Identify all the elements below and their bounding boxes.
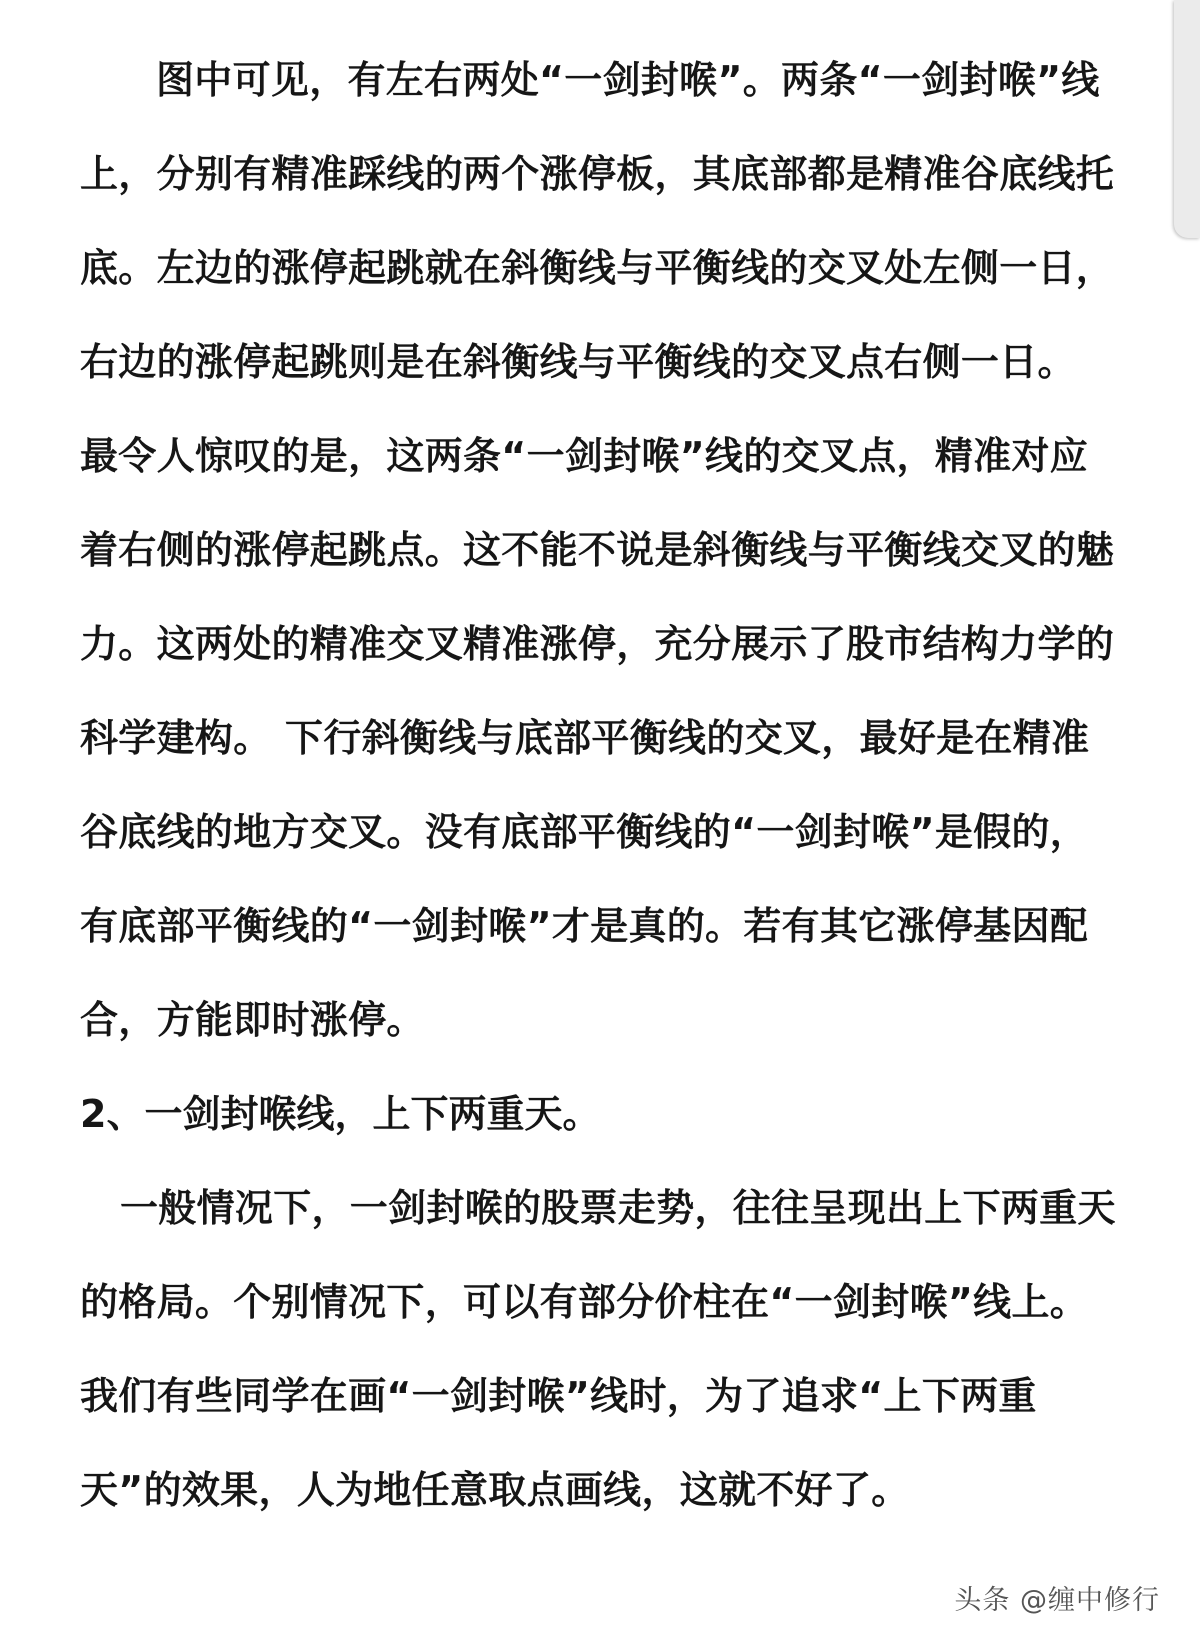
scrollbar-edge[interactable]	[1174, 0, 1200, 238]
article-body	[80, 33, 1120, 1537]
source-watermark: 头条 @缠中修行	[954, 1585, 1160, 1616]
paragraph-1: 图中可见，有左右两处“一剑封喉”。两条“一剑封喉”线上，分别有精准踩线的两个涨停板，其底部都是精准谷底线托底。左边的涨停起跳就在斜衡线与平衡线的交叉处左侧一日，右边的涨停起跳则是在斜衡线与平衡线的交叉点右侧一日。 最令人惊叹的是，这两条“一剑封喉”线的交叉点，精准对应着右侧的涨停起跳点。这不能不说是斜衡线与平衡线交叉的魅力。这两处的精准交叉精准涨停，充分展示了股市结构力学的科学建构。 下行斜衡线与底部平衡线的交叉，最好是在精准谷底线的地方交叉。没有底部平衡线的“一剑封喉”是假的，有底部平衡线的“一剑封喉”才是真的。若有其它涨停基因配合，方能即时涨停。	[80, 58, 1115, 1042]
paragraph-2: 一般情况下，一剑封喉的股票走势，往往呈现出上下两重天的格局。个别情况下，可以有部分价柱在“一剑封喉”线上。我们有些同学在画“一剑封喉”线时，为了追求“上下两重天”的效果，人为地任意取点画线，这就不好了。	[80, 1186, 1116, 1512]
section-heading: 2、一剑封喉线，上下两重天。	[80, 1092, 601, 1136]
